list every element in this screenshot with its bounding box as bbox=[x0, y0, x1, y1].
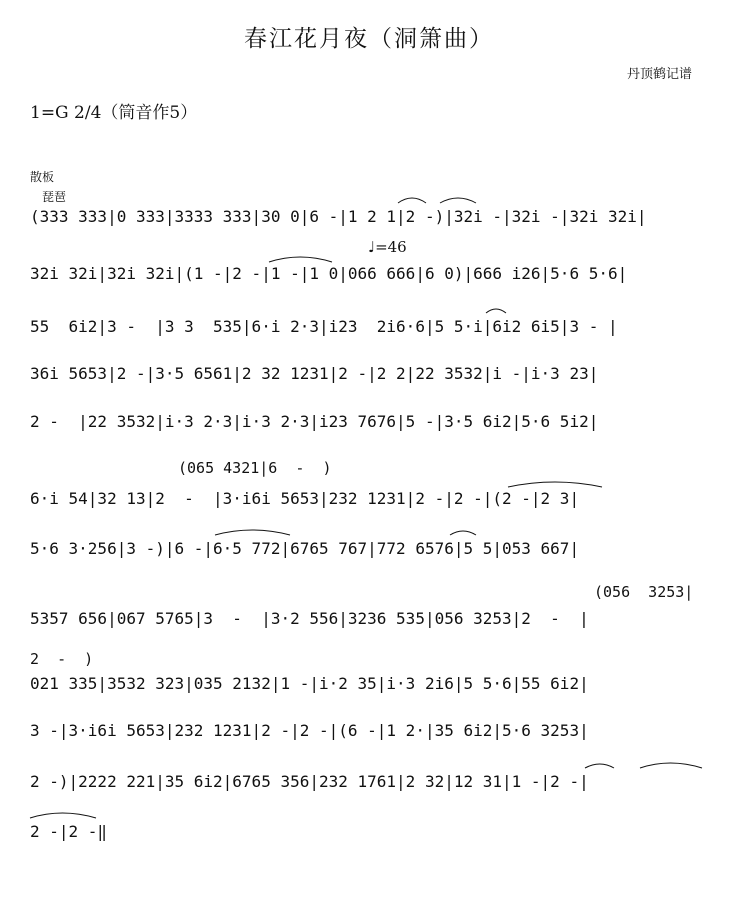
slur-arc bbox=[486, 309, 506, 313]
tempo-label: 散板 bbox=[30, 170, 55, 184]
transcriber-credit: 丹顶鹤记谱 bbox=[626, 67, 692, 82]
notation-line-9: 021 335|3532 323|035 2132|1 -|i·2 35|i·3 2i6|5 5·6|55 6i2| bbox=[30, 674, 589, 693]
score-title: 春江花月夜（洞箫曲） bbox=[244, 26, 494, 52]
notation-line-11: 2 -)|2222 221|35 6i2|6765 356|232 1761|2 32|12 31|1 -|2 -| bbox=[30, 772, 589, 791]
tempo-marking: ♩=46 bbox=[368, 238, 407, 256]
notation-line-2: 32i 32i|32i 32i|(1 -|2 -|1 -|1 0|066 666|6 0)|666 i26|5·6 5·6| bbox=[30, 264, 628, 283]
slur-arc bbox=[440, 198, 476, 203]
slur-arc bbox=[640, 763, 702, 768]
notation-line-4: 36i 5653|2 -|3·5 6561|2 32 1231|2 -|2 2|22 3532|i -|i·3 23| bbox=[30, 364, 599, 383]
notation-overlay-3: 2 - ) bbox=[30, 650, 94, 668]
slur-arc bbox=[269, 257, 332, 262]
notation-line-1: (333 333|0 333|3333 333|30 0|6 -|1 2 1|2 -)|32i -|32i -|32i 32i| bbox=[30, 207, 647, 226]
notation-line-8: 5357 656|067 5765|3 - |3·2 556|3236 535|056 3253|2 - | bbox=[30, 609, 589, 628]
notation-line-10: 3 -|3·i6i 5653|232 1231|2 -|2 -|(6 -|1 2·|35 6i2|5·6 3253| bbox=[30, 721, 589, 740]
slur-arc bbox=[585, 764, 614, 768]
notation-line-3: 55 6i2|3 - |3 3 535|6·i 2·3|i23 2i6·6|5 5·i|6i2 6i5|3 - | bbox=[30, 317, 618, 336]
slur-arc bbox=[508, 482, 602, 487]
notation-line-5: 2 - |22 3532|i·3 2·3|i·3 2·3|i23 7676|5 -|3·5 6i2|5·6 5i2| bbox=[30, 412, 599, 431]
notation-line-7: 5·6 3·256|3 -)|6 -|6·5 772|6765 767|772 6576|5 5|053 667| bbox=[30, 539, 580, 558]
slur-arc bbox=[398, 198, 426, 203]
notation-overlay-1: (065 4321|6 - ) bbox=[178, 459, 332, 477]
slur-arc bbox=[30, 813, 96, 818]
instrument-label: 琵琶 bbox=[42, 190, 67, 204]
notation-line-6: 6·i 54|32 13|2 - |3·i6i 5653|232 1231|2 -|2 -|(2 -|2 3| bbox=[30, 489, 580, 508]
notation-line-12: 2 -|2 -‖ bbox=[30, 822, 108, 841]
slur-arc bbox=[450, 531, 476, 535]
slur-arc bbox=[215, 530, 290, 535]
notation-overlay-2: (056 3253| bbox=[594, 583, 694, 601]
key-signature: 1=G 2/4（筒音作5） bbox=[30, 103, 198, 123]
